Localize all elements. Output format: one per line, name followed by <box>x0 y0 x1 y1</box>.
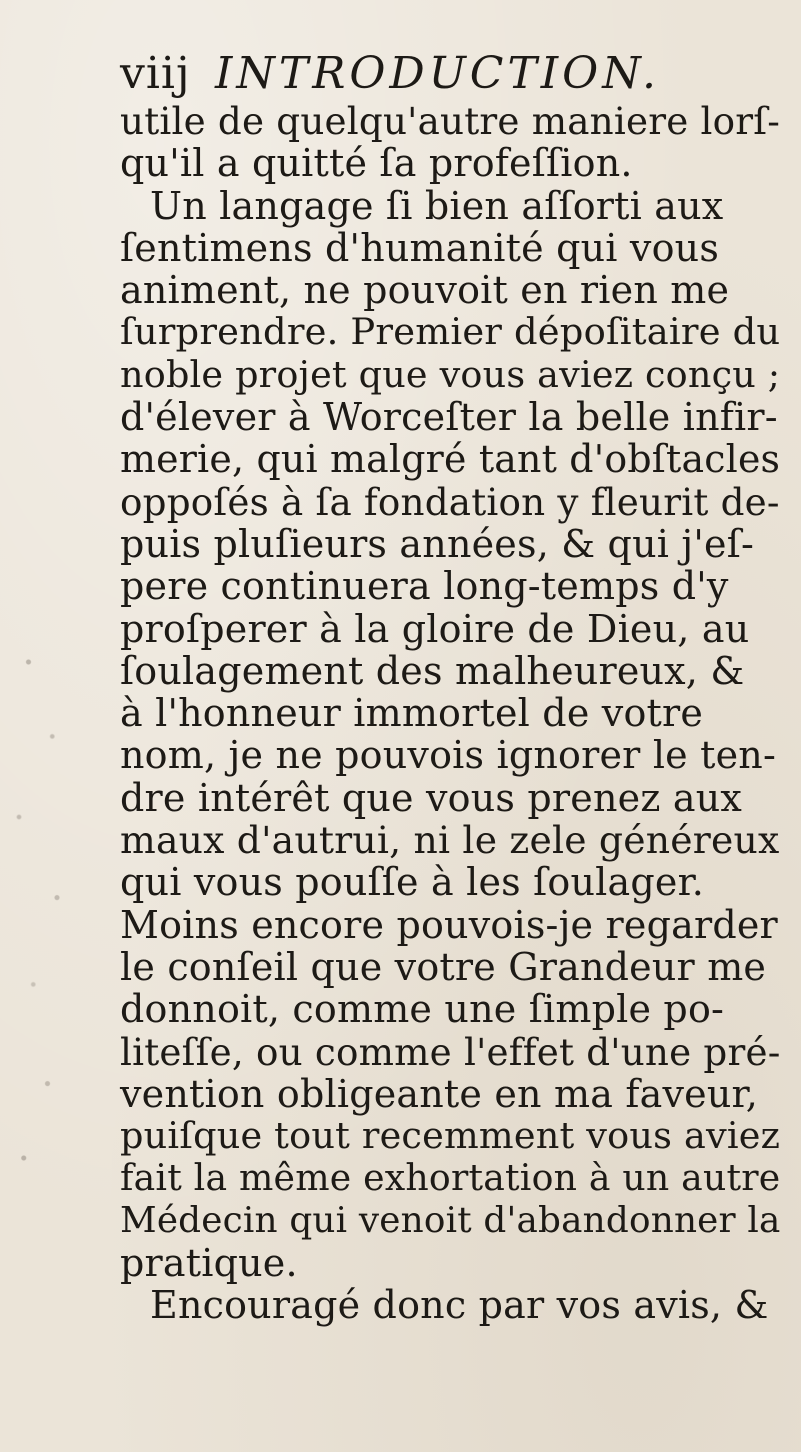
text-line: Médecin qui venoit d'abandonner la <box>120 1199 781 1241</box>
text-line: animent, ne pouvoit en rien me <box>120 268 730 313</box>
page-header <box>120 44 760 104</box>
text-line: noble projet que vous aviez conçu ; <box>120 352 781 396</box>
text-line: ſurprendre. Premier dépoſitaire du <box>120 310 781 354</box>
margin-stain <box>0 600 95 1220</box>
text-line: Moins encore pouvois-je regarder <box>120 902 778 947</box>
text-line: d'élever à Worceſter la belle infir- <box>120 395 778 440</box>
text-line: pratique. <box>120 1241 298 1286</box>
text-line: qui vous pouſſe à les ſoulager. <box>120 860 705 905</box>
text-line: ſoulagement des malheureux, & <box>120 648 745 693</box>
text-line: proſperer à la gloire de Dieu, au <box>120 606 750 651</box>
text-line: liteſſe, ou comme l'effet d'une pré- <box>120 1029 781 1074</box>
text-line: oppoſés à ſa fondation y fleurit de- <box>120 479 780 524</box>
running-title: INTRODUCTION. <box>215 48 660 99</box>
text-line: donnoit, comme une ſimple po- <box>120 987 725 1032</box>
body-text <box>120 100 780 1327</box>
text-line: nom, je ne pouvois ignorer le ten- <box>120 733 777 778</box>
text-line: pere continuera long-temps d'y <box>120 564 729 609</box>
text-line: qu'il a quitté ſa profeſſion. <box>120 141 633 186</box>
text-line: dre intérêt que vous prenez aux <box>120 775 743 820</box>
page-number: viij <box>120 48 191 99</box>
text-line: utile de quelqu'autre maniere lorſ- <box>120 99 781 143</box>
text-line: puis pluſieurs années, & qui j'eſ- <box>120 521 755 566</box>
text-line: fait la même exhortation à un autre <box>120 1156 781 1200</box>
text-line: maux d'autrui, ni le zele généreux <box>120 818 780 863</box>
text-line: Un langage ſi bien aſſorti aux <box>150 183 724 228</box>
text-line: merie, qui malgré tant d'obſtacles <box>120 437 781 482</box>
text-line: vention obligeante en ma faveur, <box>120 1071 759 1116</box>
text-line: puiſque tout recemment vous aviez <box>120 1114 781 1158</box>
text-line: ſentimens d'humanité qui vous <box>120 225 720 270</box>
text-line: Encouragé donc par vos avis, & <box>150 1283 769 1328</box>
text-line: le conſeil que votre Grandeur me <box>120 944 767 989</box>
text-line: à l'honneur immortel de votre <box>120 691 704 736</box>
